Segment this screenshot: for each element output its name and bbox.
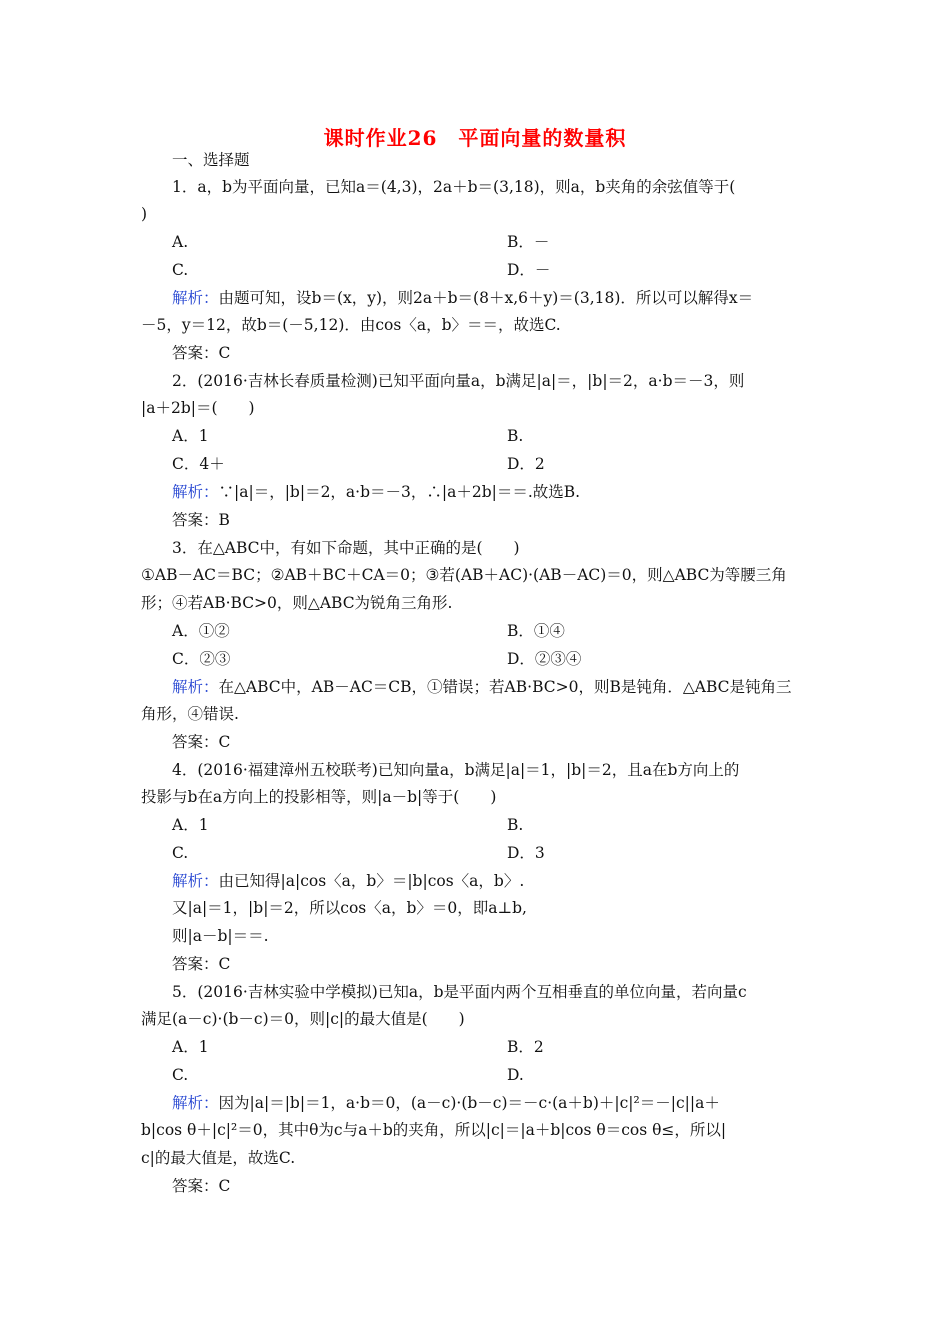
q1-analysis-text1: 由题可知，设b＝(x，y)，则2a＋b＝(8＋x,6＋y)＝(3,18)．所以可以解得x＝ (218, 289, 754, 307)
q2-option-b: B. (507, 427, 524, 445)
q4-option-d: D．3 (507, 844, 545, 862)
q2-analysis-line1 (172, 482, 842, 502)
q5-answer: 答案：C (172, 1177, 231, 1195)
q2-stem-line1: 2．(2016·吉林长春质量检测)已知平面向量a，b满足|a|＝，|b|＝2，a·b＝－3，则 (172, 372, 745, 390)
q3-option-d: D．②③④ (507, 650, 582, 668)
q1-analysis-line2: －5，y＝12，故b＝(－5,12)．由cos〈a，b〉＝＝，故选C. (141, 316, 561, 334)
q4-analysis-line3: 则|a－b|＝＝. (172, 927, 269, 945)
q5-stem-line2: 满足(a－c)·(b－c)＝0，则|c|的最大值是( ) (141, 1010, 465, 1028)
q1-stem-line2: ) (141, 205, 148, 223)
q2-analysis-text1: ∵|a|＝，|b|＝2，a·b＝－3，∴|a＋2b|＝＝.故选B. (218, 483, 581, 501)
q3-stem-line2: ①AB－AC＝BC；②AB＋BC＋CA＝0；③若(AB＋AC)·(AB－AC)＝0，则△ABC为等腰三角 (141, 566, 787, 584)
analysis-label: 解析： (172, 1094, 219, 1112)
analysis-label: 解析： (172, 289, 219, 307)
q4-option-c: C. (172, 844, 189, 862)
section-heading: 一、选择题 (172, 151, 250, 169)
q3-stem-line3: 形；④若AB·BC>0，则△ABC为锐角三角形. (141, 594, 453, 612)
q2-option-c: C．4＋ (172, 455, 225, 473)
q1-answer: 答案：C (172, 344, 231, 362)
page-title: 课时作业26 平面向量的数量积 (323, 126, 627, 150)
q5-option-c: C. (172, 1066, 189, 1084)
q5-analysis-line1 (172, 1093, 842, 1113)
q4-option-b: B. (507, 816, 524, 834)
q4-stem-line1: 4．(2016·福建漳州五校联考)已知向量a，b满足|a|＝1，|b|＝2，且a在b方向上的 (172, 761, 740, 779)
q5-option-b: B．2 (507, 1038, 544, 1056)
q1-option-b: B．－ (507, 233, 550, 251)
analysis-label: 解析： (172, 678, 219, 696)
analysis-label: 解析： (172, 872, 219, 890)
q3-analysis-text1: 在△ABC中，AB－AC＝CB，①错误；若AB·BC>0，则B是钝角．△ABC是钝角三 (218, 678, 792, 696)
q2-option-a: A．1 (172, 427, 209, 445)
q4-option-a: A．1 (172, 816, 209, 834)
q5-analysis-line2: b|cos θ＋|c|²＝0，其中θ为c与a＋b的夹角，所以|c|＝|a＋b|cos θ＝cos θ≤，所以| (141, 1121, 727, 1139)
q1-option-d: D．－ (507, 261, 551, 279)
q5-analysis-line3: c|的最大值是，故选C. (141, 1149, 296, 1167)
q3-option-a: A．①② (172, 622, 230, 640)
q4-stem-line2: 投影与b在a方向上的投影相等，则|a－b|等于( ) (141, 788, 497, 806)
q5-option-d: D. (507, 1066, 524, 1084)
q4-analysis-line1 (172, 871, 842, 891)
q3-analysis-line1 (172, 677, 842, 697)
analysis-label: 解析： (172, 483, 219, 501)
q4-analysis-text1: 由已知得|a|cos〈a，b〉＝|b|cos〈a，b〉. (218, 872, 525, 890)
q1-analysis-line1 (172, 288, 842, 308)
q1-stem-line1: 1．a，b为平面向量，已知a＝(4,3)，2a＋b＝(3,18)，则a，b夹角的余弦值等于( (172, 178, 736, 196)
q4-answer: 答案：C (172, 955, 231, 973)
q3-analysis-line2: 角形，④错误. (141, 705, 239, 723)
q3-answer: 答案：C (172, 733, 231, 751)
q2-answer: 答案：B (172, 511, 230, 529)
q2-stem-line2: |a＋2b|＝( ) (141, 399, 255, 417)
q4-analysis-line2: 又|a|＝1，|b|＝2，所以cos〈a，b〉＝0，即a⊥b, (172, 899, 527, 917)
q5-option-a: A．1 (172, 1038, 209, 1056)
q5-analysis-text1: 因为|a|＝|b|＝1，a·b＝0，(a－c)·(b－c)＝－c·(a＋b)＋|c|²＝－|c||a＋ (218, 1094, 720, 1112)
q1-option-c: C. (172, 261, 189, 279)
q5-stem-line1: 5．(2016·吉林实验中学模拟)已知a，b是平面内两个互相垂直的单位向量，若向量c (172, 983, 747, 1001)
q3-stem-line1: 3．在△ABC中，有如下命题，其中正确的是( ) (172, 539, 520, 557)
q2-option-d: D．2 (507, 455, 545, 473)
q3-option-c: C．②③ (172, 650, 231, 668)
q1-option-a: A. (172, 233, 189, 251)
q3-option-b: B．①④ (507, 622, 565, 640)
